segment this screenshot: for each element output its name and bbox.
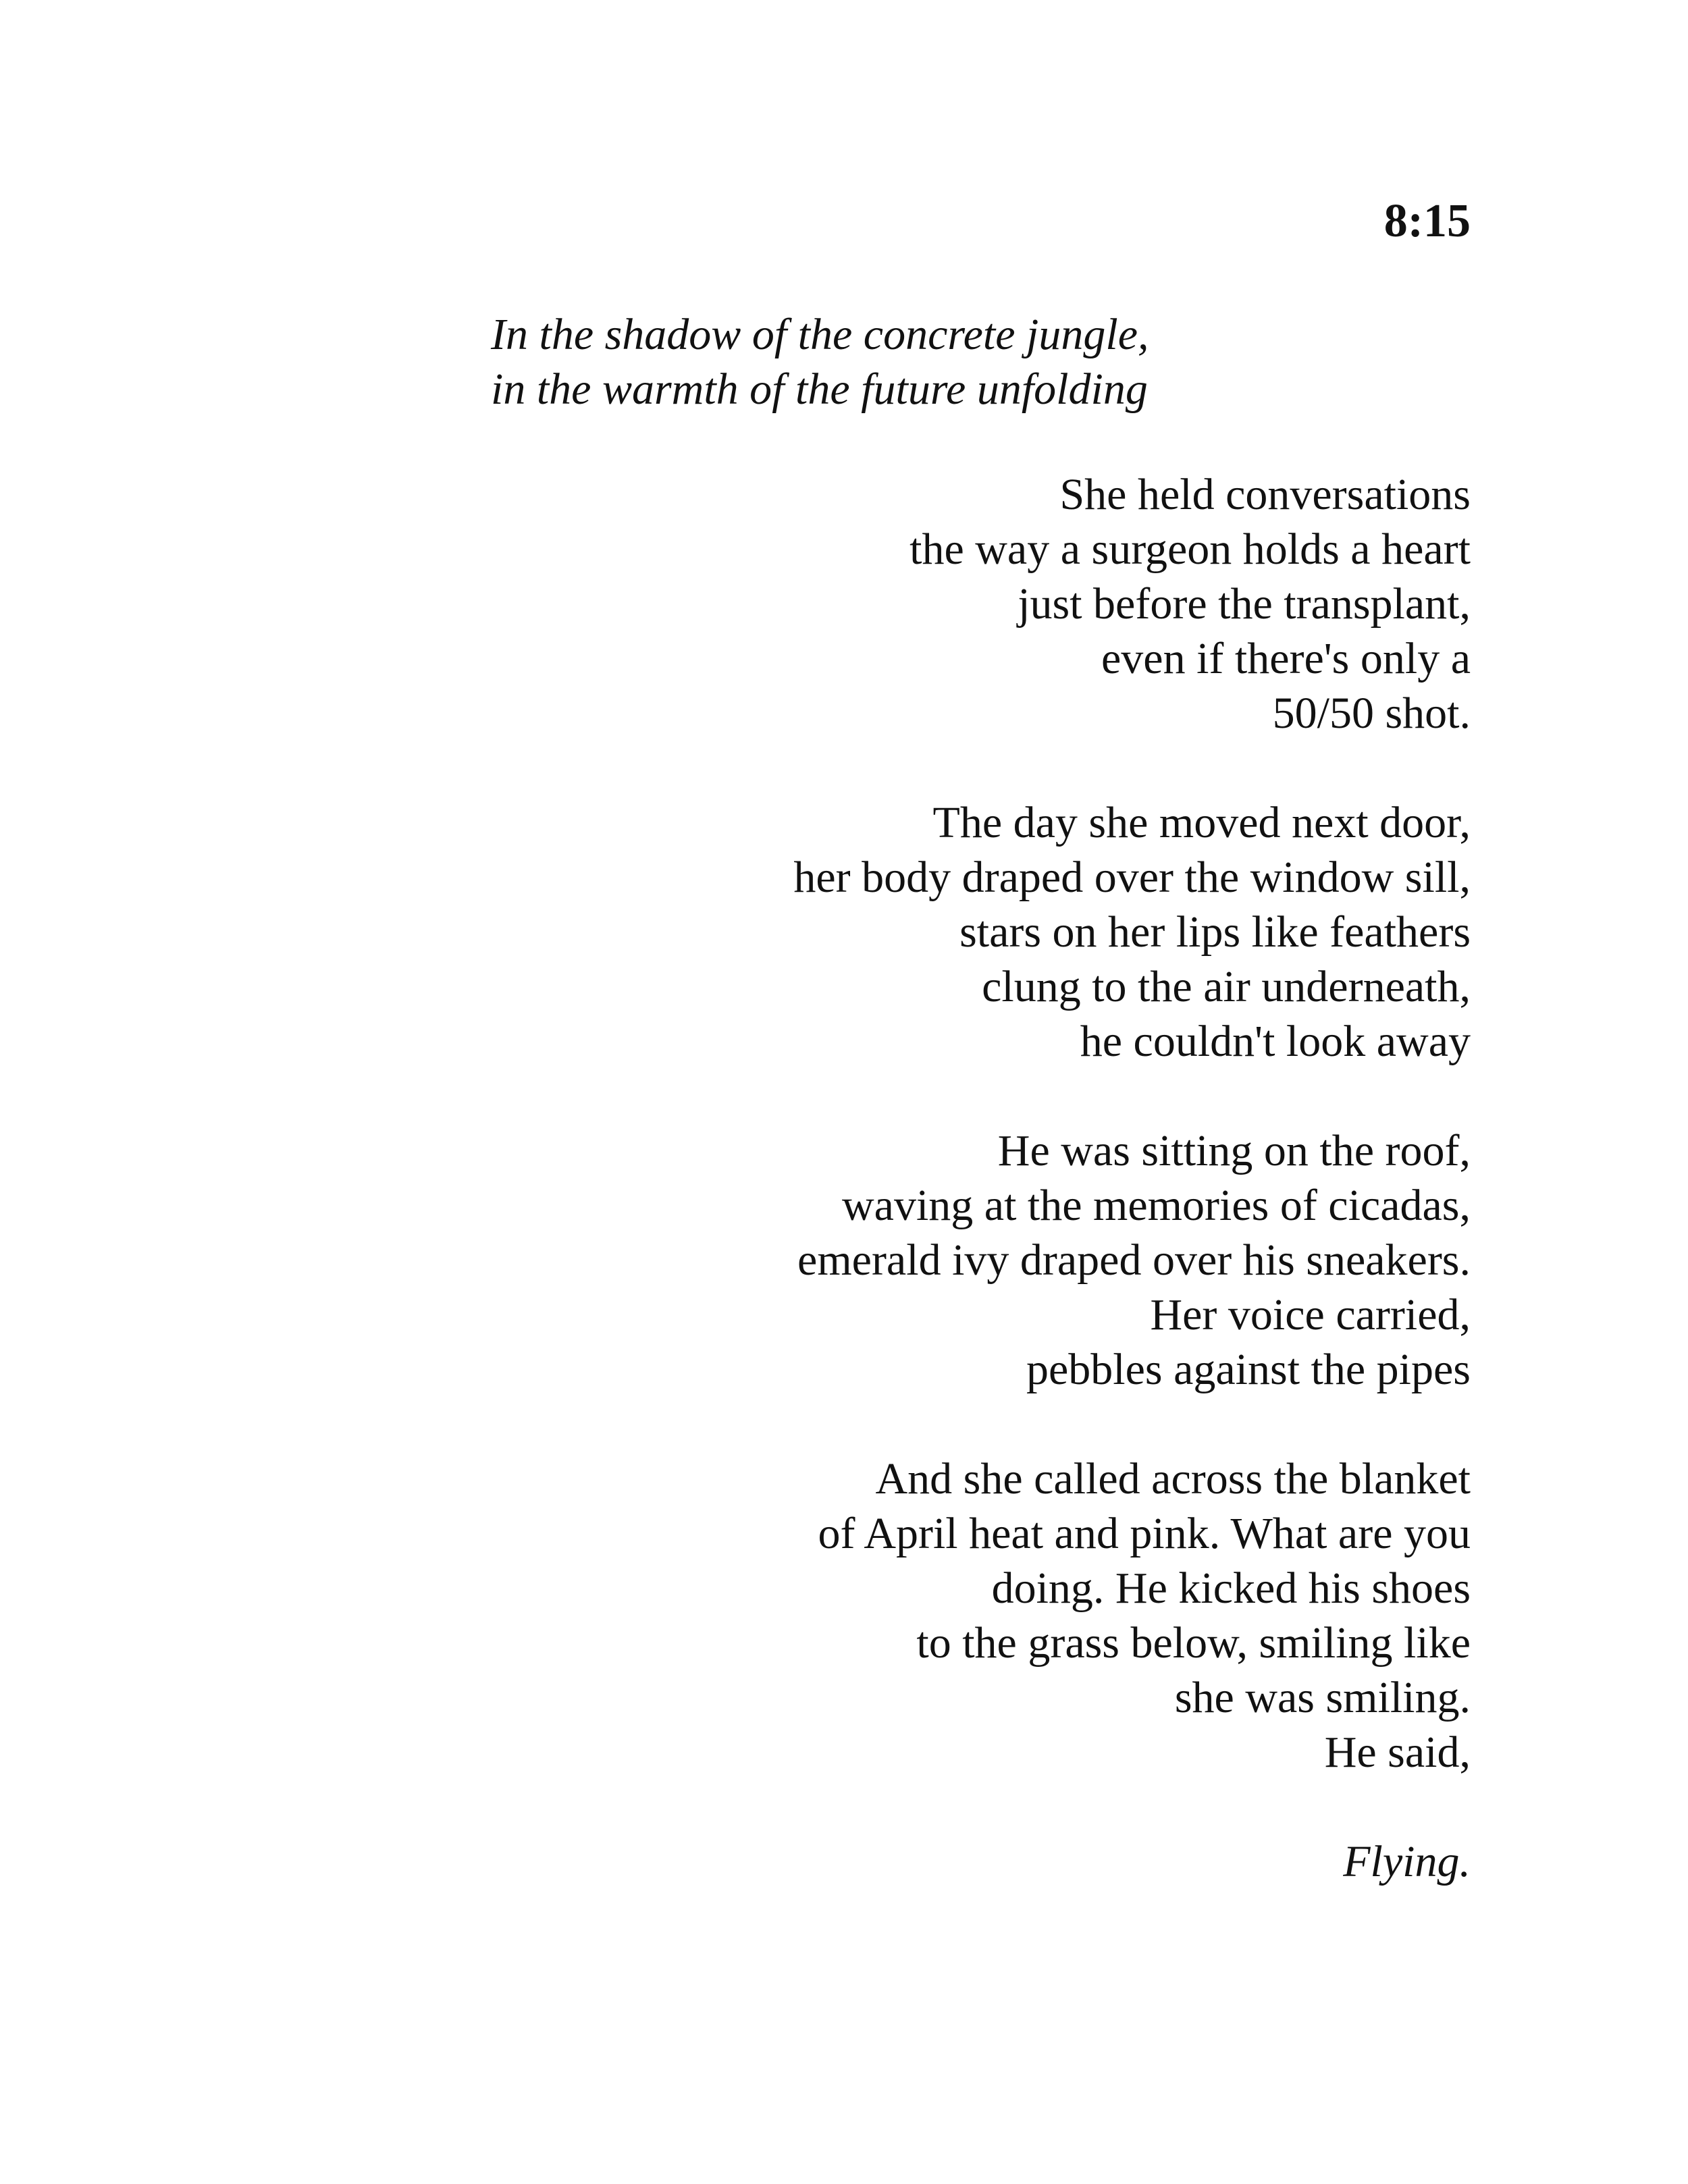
epigraph-line: In the shadow of the concrete jungle, (491, 310, 1149, 359)
poem-line: He was sitting on the roof, (997, 1126, 1471, 1175)
poem-line: waving at the memories of cicadas, (842, 1181, 1471, 1230)
epigraph-line: in the warmth of the future unfolding (491, 365, 1148, 414)
stanza-3 (390, 1123, 1471, 1397)
poem-line: clung to the air underneath, (982, 962, 1471, 1011)
closing-line: Flying. (1343, 1837, 1471, 1886)
poem-line: Her voice carried, (1150, 1290, 1471, 1339)
stanza-4 (390, 1451, 1471, 1780)
poem-line: She held conversations (1059, 470, 1471, 519)
poem-line: to the grass below, smiling like (916, 1618, 1471, 1668)
poem-line: just before the transplant, (1018, 579, 1471, 629)
poem-line: her body draped over the window sill, (793, 853, 1471, 902)
poem-line: The day she moved next door, (932, 798, 1471, 847)
stanza-1 (390, 467, 1471, 741)
poem-line: And she called across the blanket (875, 1454, 1471, 1503)
poem-line: doing. He kicked his shoes (991, 1564, 1471, 1613)
poem-title: 8:15 (1383, 195, 1471, 247)
poem-line: stars on her lips like feathers (959, 907, 1471, 957)
poem-line: of April heat and pink. What are you (818, 1509, 1471, 1558)
poem-line: pebbles against the pipes (1026, 1345, 1471, 1394)
poem-line: even if there's only a (1101, 634, 1471, 683)
epigraph (491, 307, 1149, 417)
poem-line: the way a surgeon holds a heart (909, 525, 1471, 574)
poem-line: emerald ivy draped over his sneakers. (797, 1235, 1471, 1285)
poem-line: he couldn't look away (1080, 1017, 1471, 1066)
poem-body (390, 467, 1471, 1889)
poem-line: 50/50 shot. (1272, 689, 1471, 738)
poem-line: He said, (1324, 1728, 1471, 1777)
poem-line: she was smiling. (1174, 1673, 1471, 1722)
stanza-2 (390, 795, 1471, 1069)
